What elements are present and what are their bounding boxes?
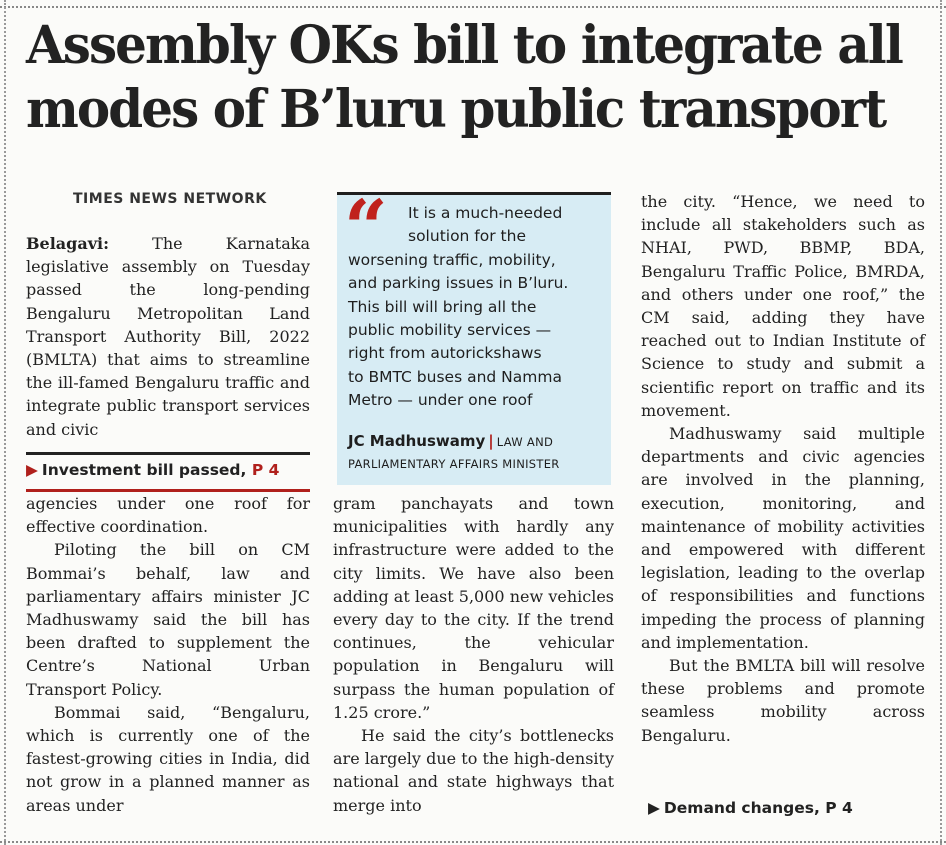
- page-border-top: [0, 0, 946, 8]
- refer-investment-bill[interactable]: [26, 452, 310, 492]
- quote-separator: |: [488, 432, 494, 450]
- article-paragraph: He said the city’s bottlenecks are largely due to the high-density national and state highways that merge into: [333, 726, 614, 815]
- column-1-top: [26, 232, 310, 441]
- article-paragraph: [26, 232, 310, 441]
- refer-label: Investment bill passed,: [41, 461, 247, 479]
- column-1-bottom: [26, 492, 310, 817]
- quote-line: to BMTC buses and Namma: [348, 367, 562, 386]
- column-3: [641, 190, 925, 747]
- article-paragraph: Piloting the bill on CM Bommai’s behalf, law and parliamentary affairs minister JC Madhuswamy said the bill has been drafted to supplement the Centre’s National Urban Transport Policy.: [26, 540, 310, 699]
- paragraph-text: The Karnataka legislative assembly on Tuesday passed the long-pending Bengaluru Metropolitan Land Transport Authority Bill, 2022 (BMLTA) that aims to streamline the ill-famed Bengaluru traffic and integrate public transport services and civic: [26, 234, 310, 439]
- column-2: [333, 492, 614, 817]
- article-paragraph: But the BMLTA bill will resolve these problems and promote seamless mobility across Bengaluru.: [641, 656, 925, 745]
- article-paragraph: the city. “Hence, we need to include all stakeholders such as NHAI, PWD, BBMP, BDA, Bengaluru Traffic Police, BMRDA, and others under one roof,” the CM said, adding they have reached out to Indian Institute of Science to study and submit a scientific report on traffic and its movement.: [641, 192, 925, 420]
- quote-line: solution for the: [408, 227, 526, 246]
- quote-line: right from autorickshaws: [348, 344, 542, 363]
- quote-line: Metro — under one roof: [348, 391, 533, 410]
- headline-line-1: Assembly OKs bill to integrate all: [26, 15, 902, 76]
- page-border-left: [4, 0, 8, 845]
- quote-line: worsening traffic, mobility,: [348, 250, 556, 269]
- quote-line: This bill will bring all the: [348, 297, 537, 316]
- quote-mark-icon: “: [344, 183, 388, 272]
- byline: TIMES NEWS NETWORK: [73, 191, 267, 207]
- refer-page: P 4: [825, 799, 853, 817]
- pull-quote-text: [348, 202, 608, 413]
- quote-speaker-name: JC Madhuswamy: [348, 432, 486, 450]
- arrow-right-icon: ▶: [648, 799, 660, 817]
- refer-label: Demand changes,: [663, 799, 820, 817]
- quote-line: It is a much-needed: [408, 204, 563, 222]
- dateline: Belagavi:: [26, 234, 109, 253]
- article-paragraph: Bommai said, “Bengaluru, which is currently one of the fastest-growing cities in India, did not grow in a planned manner as areas under: [26, 702, 310, 815]
- quote-speaker-role-continued: PARLIAMENTARY AFFAIRS MINISTER: [348, 457, 560, 471]
- quote-speaker-role: LAW AND: [496, 435, 554, 449]
- arrow-right-icon: ▶: [26, 461, 38, 479]
- page-border-right: [938, 0, 942, 845]
- article-paragraph: Madhuswamy said multiple departments and civic agencies are involved in the planning, execution, monitoring, and maintenance of mobility activities and empowered with different legislation, leading to the overlap of responsibilities and functions impeding the process of planning and implementation.: [641, 424, 925, 652]
- page-border-bottom: [0, 839, 946, 843]
- refer-demand-changes[interactable]: [648, 799, 853, 817]
- quote-line: and parking issues in B’luru.: [348, 274, 569, 293]
- article-paragraph: gram panchayats and town municipalities with hardly any infrastructure were added to the city limits. We have also been adding at least 5,000 new vehicles every day to the city. If the trend continues, the vehicular population in Bengaluru will surpass the human population of 1.25 crore.”: [333, 494, 614, 722]
- quote-line: public mobility services —: [348, 321, 552, 340]
- headline-line-2: modes of B’luru public transport: [26, 79, 886, 140]
- refer-page: P 4: [251, 461, 280, 479]
- headline: [26, 14, 902, 142]
- quote-attribution: [348, 430, 610, 475]
- article-paragraph: agencies under one roof for effective coordination.: [26, 494, 310, 537]
